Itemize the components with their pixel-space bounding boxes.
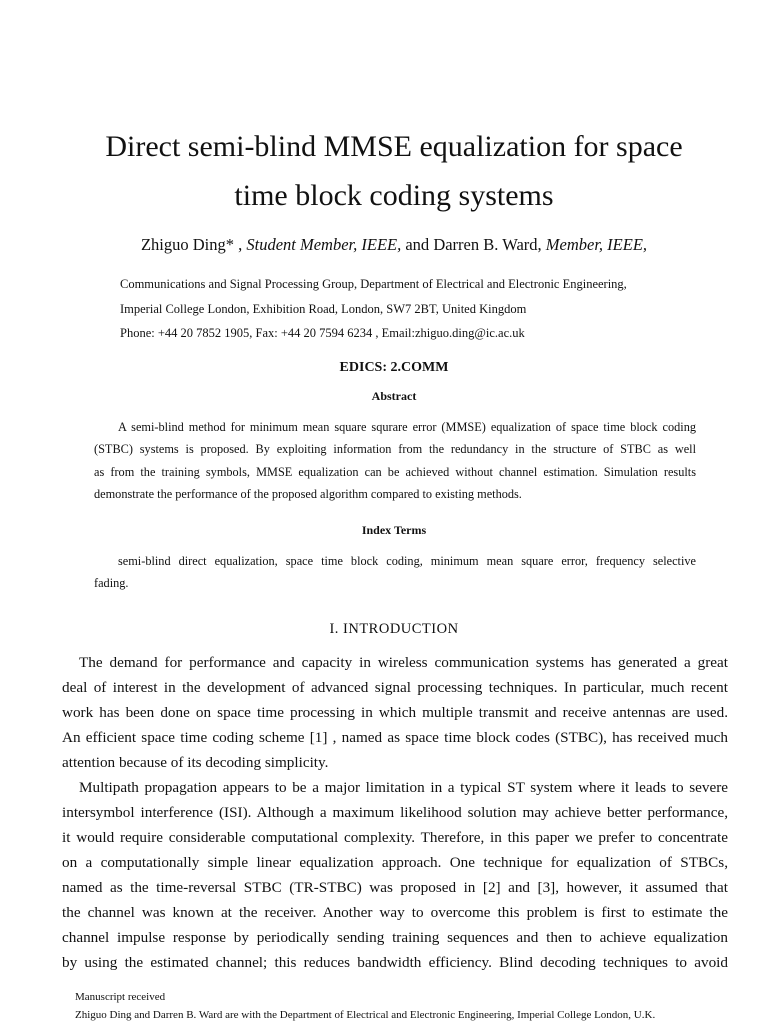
section-heading: I. INTRODUCTION [329, 621, 459, 637]
intro-paragraph [62, 775, 728, 975]
index-terms-heading: Index Terms [361, 523, 427, 537]
affiliation-block [120, 272, 730, 346]
footnote [75, 988, 735, 1024]
author-role: Student Member, IEEE, [246, 235, 402, 254]
paper-title [40, 122, 748, 220]
intro-line: The demand for performance and capacity in wireless communication systems has generated a great [79, 654, 728, 671]
introduction-body [62, 650, 728, 975]
author-line [40, 234, 748, 256]
intro-paragraph [62, 650, 728, 775]
author-conjunction: and [401, 235, 434, 254]
edics-label: EDICS: 2.COMM [339, 360, 449, 375]
footnote-line: Manuscript received [75, 991, 166, 1003]
intro-line: the channel was known at the receiver. Another way to overcome this problem is first to estimate the [62, 904, 728, 921]
author-separator: , [233, 235, 247, 254]
affiliation-line: Communications and Signal Processing Group, Department of Electrical and Electronic Engineering, [120, 277, 627, 291]
intro-line: attention because of its decoding simplicity. [62, 754, 329, 771]
author-name: Zhiguo Ding* [140, 235, 234, 254]
index-terms-line: fading. [94, 576, 129, 591]
abstract-line: (STBC) systems is proposed. By exploiting information from the redundancy in the structure of STBC as well [94, 442, 696, 457]
abstract-heading: Abstract [371, 389, 417, 403]
footnote-line: Zhiguo Ding and Darren B. Ward are with the Department of Electrical and Electronic Engineering, Imperial College London, U.K. [75, 1009, 656, 1021]
author-name: Darren B. Ward, [433, 235, 542, 254]
abstract-body [94, 416, 696, 506]
index-terms-body [94, 550, 696, 595]
intro-line: channel impulse response by periodically sending training sequences and then to achieve equalization [62, 929, 728, 946]
paper-title-line: Direct semi-blind MMSE equalization for space [105, 130, 683, 163]
intro-line: it would require considerable computational complexity. Therefore, in this paper we prefer to concentrate [62, 829, 728, 846]
intro-line: Multipath propagation appears to be a major limitation in a typical ST system where it leads to severe [79, 779, 728, 796]
paper-title-line: time block coding systems [234, 179, 554, 212]
abstract-line: as from the training symbols, MMSE equalization can be achieved without channel estimation. Simulation results [94, 464, 696, 479]
author-role: Member, IEEE, [545, 235, 648, 254]
intro-line: intersymbol interference (ISI). Although a maximum likelihood solution may achieve better performance, [62, 804, 728, 821]
abstract-line: A semi-blind method for minimum mean square squrare error (MMSE) equalization of space time block coding [118, 420, 696, 434]
index-terms-line: semi-blind direct equalization, space time block coding, minimum mean square error, frequency selective [118, 554, 696, 568]
affiliation-line: Imperial College London, Exhibition Road, London, SW7 2BT, United Kingdom [120, 301, 527, 316]
intro-line: by using the estimated channel; this reduces bandwidth efficiency. Blind decoding techniques to avoid [62, 954, 728, 971]
intro-line: on a computationally simple linear equalization approach. One technique for equalization of STBCs, [62, 854, 728, 871]
intro-line: deal of interest in the development of advanced signal processing techniques. In particular, much recent [62, 679, 728, 696]
intro-line: work has been done on space time processing in which multiple transmit and receive antennas are used. [62, 704, 728, 721]
abstract-line: demonstrate the performance of the proposed algorithm compared to existing methods. [94, 487, 522, 502]
intro-line: An efficient space time coding scheme [1] , named as space time block codes (STBC), has received much [62, 729, 728, 746]
contact-line: Phone: +44 20 7852 1905, Fax: +44 20 7594 6234 , Email:zhiguo.ding@ic.ac.uk [120, 326, 525, 340]
intro-line: named as the time-reversal STBC (TR-STBC) was proposed in [2] and [3], however, it assumed that [62, 879, 728, 896]
